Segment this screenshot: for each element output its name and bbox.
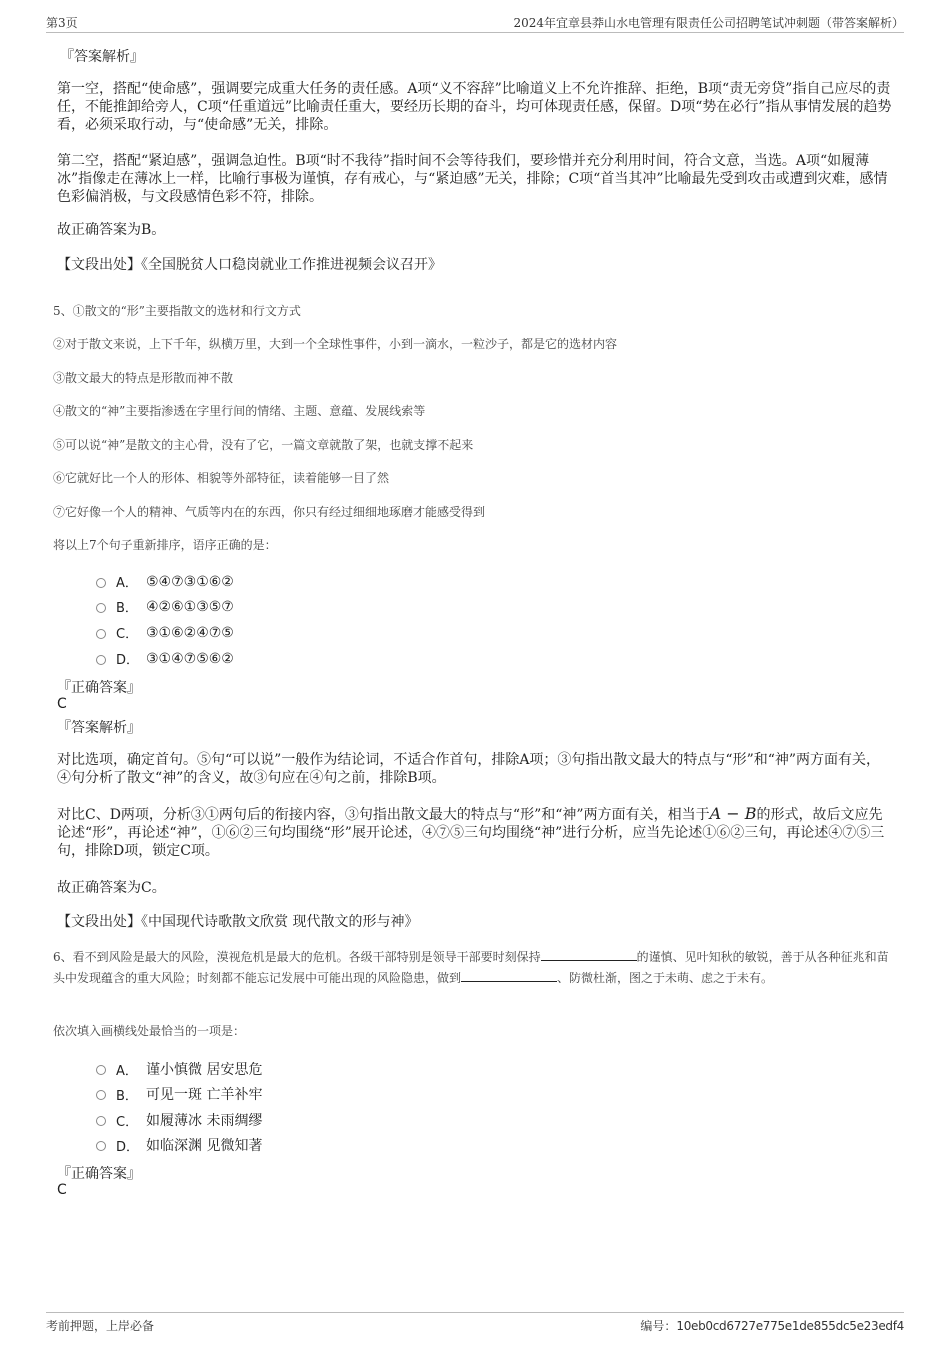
question-5-prompt: 将以上7个句子重新排序，语序正确的是： — [53, 538, 277, 552]
page-footer — [46, 1312, 904, 1335]
question-5-line-7: ⑦它好像一个人的精神、气质等内在的东西，你只有经过细细地琢磨才能感受得到 — [53, 505, 486, 519]
question-6-option-c[interactable]: C． 如履薄冰 未雨绸缪 — [96, 1110, 262, 1130]
radio-icon[interactable] — [96, 629, 106, 639]
question-5-option-a[interactable]: A． ⑤④⑦③①⑥② — [96, 572, 234, 591]
radio-icon[interactable] — [96, 578, 106, 588]
radio-icon[interactable] — [96, 1116, 106, 1126]
page-header — [46, 10, 904, 33]
question-5-option-d[interactable]: D． ③①④⑦⑤⑥② — [96, 649, 234, 668]
analysis-paragraph: 第一空，搭配“使命感”，强调要完成重大任务的责任感。A项“义不容辞”比喻道义上不允许推辞、拒绝，B项“责无旁贷”指自己应尽的责任，不能推卸给旁人，C项“任重道远”比喻责任重大，要经历长期的奋斗，均可体现责任感，保留。D项“势在必行”指从事情发展的趋势看，必须采取行动，与“使命感”无关，排除。 — [57, 81, 892, 133]
question-5-line-3: ③散文最大的特点是形散而神不散 — [53, 371, 234, 385]
document-code: 编号：10eb0cd6727e775e1de855dc5e23edf4 — [640, 1319, 904, 1333]
analysis-conclusion: 故正确答案为B。 — [57, 222, 166, 238]
passage-source: 【文段出处】《中国现代诗歌散文欣赏 现代散文的形与神》 — [57, 914, 419, 930]
question-6-option-a[interactable]: A． 谨小慎微 居安思危 — [96, 1059, 262, 1079]
correct-answer: C — [57, 1182, 67, 1198]
question-5-line-6: ⑥它就好比一个人的形体、相貌等外部特征，读着能够一目了然 — [53, 471, 390, 485]
radio-icon[interactable] — [96, 655, 106, 665]
radio-icon[interactable] — [96, 603, 106, 613]
passage-source: 【文段出处】《全国脱贫人口稳岗就业工作推进视频会议召开》 — [57, 257, 442, 273]
question-5-line-2: ②对于散文来说，上下千年，纵横万里，大到一个全球性事件，小到一滴水，一粒沙子，都是它的选材内容 — [53, 337, 618, 351]
math-expression: A − B — [709, 804, 757, 823]
footer-slogan: 考前押题，上岸必备 — [46, 1319, 155, 1333]
page-number: 第3页 — [46, 16, 78, 30]
question-6-option-d[interactable]: D． 如临深渊 见微知著 — [96, 1135, 262, 1155]
blank-line — [461, 969, 557, 982]
question-5-line-5: ⑤可以说“神”是散文的主心骨，没有了它，一篇文章就散了架，也就支撑不起来 — [53, 438, 474, 452]
correct-answer: C — [57, 696, 67, 712]
document-title: 2024年宜章县莽山水电管理有限责任公司招聘笔试冲刺题（带答案解析） — [513, 16, 904, 30]
answer-analysis-label: 『答案解析』 — [60, 49, 144, 65]
analysis-paragraph: 对比选项，确定首句。⑤句“可以说”一般作为结论词，不适合作首句，排除A项；③句指出散文最大的特点与“形”和“神”两方面有关，④句分析了散文“神”的含义，故③句应在④句之前，排除B项。 — [57, 752, 881, 786]
question-6-stem: 6、看不到风险是最大的风险，漠视危机是最大的危机。各级干部特别是领导干部要时刻保持 的谨慎、见叶知秋的敏锐，善于从各种征兆和苗头中发现蕴含的重大风险；时刻都不能忘记发展中可能出现的风险隐患，做到 、防微杜渐，图之于未萌、虑之于未有。 — [53, 950, 889, 985]
correct-answer-label: 『正确答案』 — [57, 680, 141, 696]
question-5-line-1: 5、①散文的“形”主要指散文的选材和行文方式 — [53, 304, 301, 318]
radio-icon[interactable] — [96, 1141, 106, 1151]
question-6-option-b[interactable]: B． 可见一斑 亡羊补牢 — [96, 1084, 262, 1104]
analysis-paragraph: 第二空，搭配“紧迫感”，强调急迫性。B项“时不我待”指时间不会等待我们，要珍惜并充分利用时间，符合文意，当选。A项“如履薄冰”指像走在薄冰上一样，比喻行事极为谨慎，存有戒心，与“紧迫感”无关，排除；C项“首当其冲”比喻最先受到攻击或遭到灾难，感情色彩偏消极，与文段感情色彩不符，排除。 — [57, 153, 888, 205]
blank-line — [541, 948, 637, 961]
question-5-option-c[interactable]: C． ③①⑥②④⑦⑤ — [96, 623, 234, 642]
analysis-conclusion: 故正确答案为C。 — [57, 880, 166, 896]
radio-icon[interactable] — [96, 1065, 106, 1075]
analysis-paragraph: 对比C、D两项，分析③①两句后的衔接内容，③句指出散文最大的特点与“形”和“神”两方面有关，相当于A − B的形式，故后文应先论述“形”，再论述“神”，①⑥②三句均围绕“形”展开论述，④⑦⑤三句均围绕“神”进行分析，应当先论述①⑥②三句，再论述④⑦⑤三句，排除D项，锁定C项。 — [57, 804, 885, 859]
question-5-line-4: ④散文的“神”主要指渗透在字里行间的情绪、主题、意蕴、发展线索等 — [53, 404, 426, 418]
correct-answer-label: 『正确答案』 — [57, 1166, 141, 1182]
question-6-prompt: 依次填入画横线处最恰当的一项是： — [53, 1024, 246, 1038]
answer-analysis-label: 『答案解析』 — [57, 720, 141, 736]
question-5-option-b[interactable]: B． ④②⑥①③⑤⑦ — [96, 597, 234, 616]
radio-icon[interactable] — [96, 1090, 106, 1100]
